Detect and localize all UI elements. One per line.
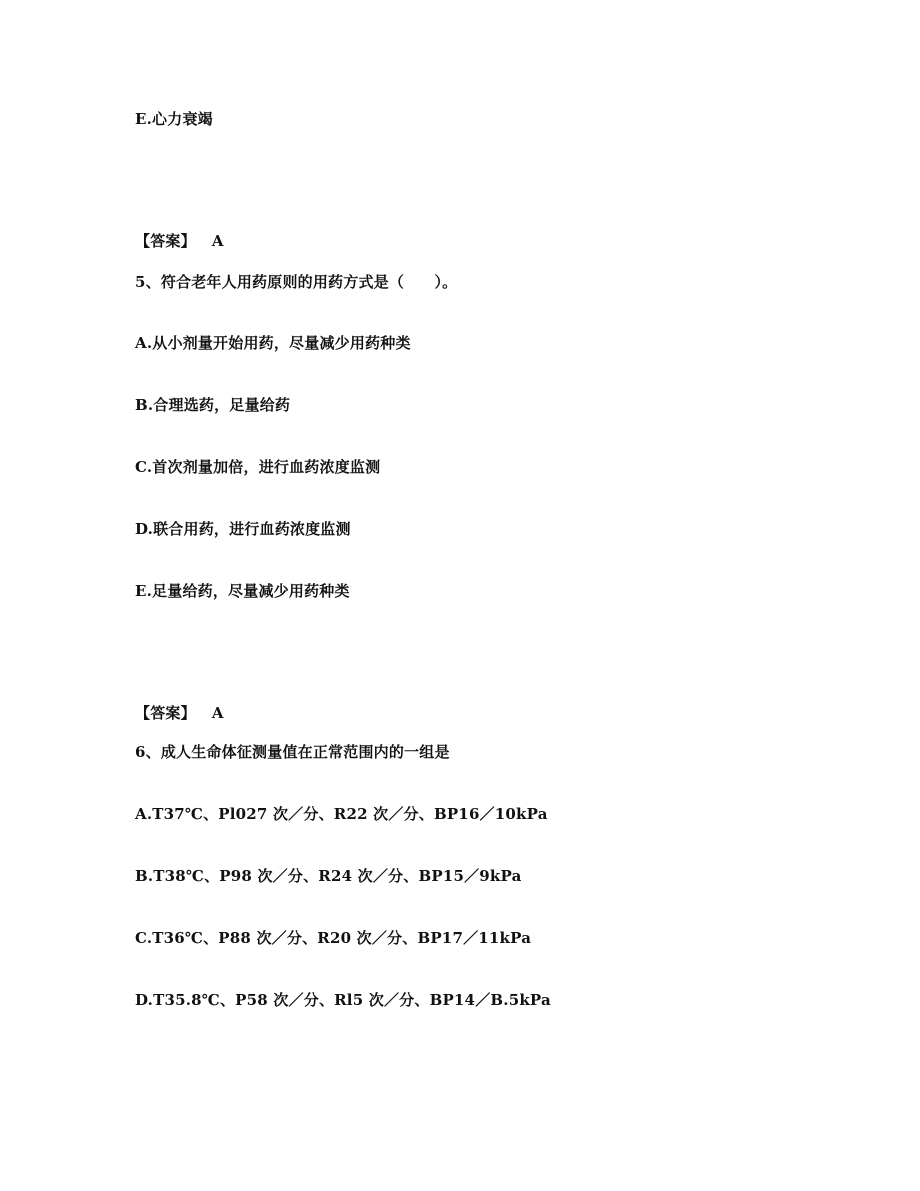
q5-option-c: C.首次剂量加倍，进行血药浓度监测 xyxy=(135,458,381,476)
q5-answer xyxy=(135,703,224,723)
q6-question: 6、成人生命体征测量值在正常范围内的一组是 xyxy=(135,743,450,761)
q6-option-b: B.T38℃、P98 次／分、R24 次／分、BP15／9kPa xyxy=(135,867,522,885)
answer-value: A xyxy=(211,704,224,722)
q4-option-e: E.心力衰竭 xyxy=(135,110,213,128)
q5-option-a: A.从小剂量开始用药，尽量减少用药种类 xyxy=(135,334,411,352)
answer-label: 【答案】 xyxy=(135,704,196,722)
q5-option-e: E.足量给药，尽量减少用药种类 xyxy=(135,582,350,600)
q5-option-d: D.联合用药，进行血药浓度监测 xyxy=(135,520,351,538)
q6-option-a: A.T37℃、Pl027 次／分、R22 次／分、BP16／10kPa xyxy=(135,805,548,823)
answer-value: A xyxy=(211,232,224,250)
q5-question: 5、符合老年人用药原则的用药方式是（ ）。 xyxy=(135,273,458,291)
q4-answer xyxy=(135,231,224,251)
q6-option-d: D.T35.8℃、P58 次／分、Rl5 次／分、BP14／B.5kPa xyxy=(135,991,551,1009)
answer-label: 【答案】 xyxy=(135,232,196,250)
q5-option-b: B.合理选药，足量给药 xyxy=(135,396,291,414)
q6-option-c: C.T36℃、P88 次／分、R20 次／分、BP17／11kPa xyxy=(135,929,532,947)
